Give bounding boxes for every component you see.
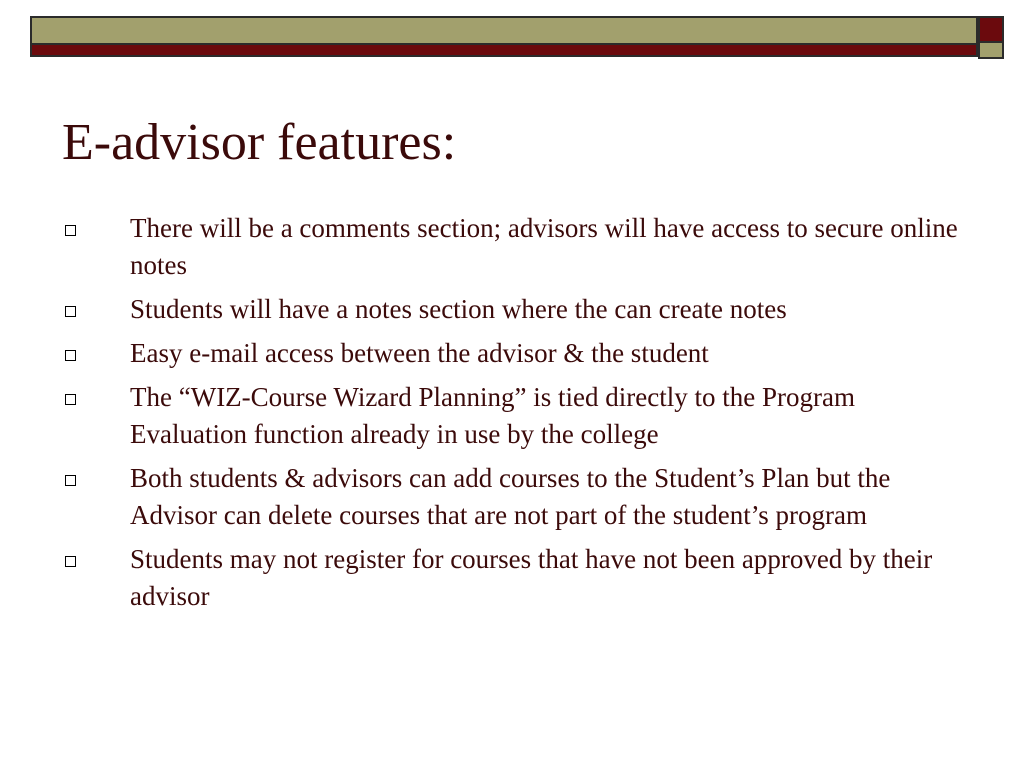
bullet-text: Both students & advisors can add courses to the Student’s Plan but the Advisor can delete courses that are not part of the student’s program xyxy=(130,463,891,530)
bullet-text: There will be a comments section; advisors will have access to secure online notes xyxy=(130,213,958,280)
corner-olive-square xyxy=(978,41,1004,59)
bullet-item xyxy=(62,210,972,284)
hollow-square-bullet-icon xyxy=(65,394,76,405)
corner-maroon-square xyxy=(978,16,1004,43)
hollow-square-bullet-icon xyxy=(65,306,76,317)
hollow-square-bullet-icon xyxy=(65,475,76,486)
header-decorative-bar xyxy=(30,16,978,57)
bullet-text: Students may not register for courses that have not been approved by their advisor xyxy=(130,544,933,611)
bullet-item xyxy=(62,541,972,615)
header-maroon-stripe xyxy=(32,43,976,57)
hollow-square-bullet-icon xyxy=(65,225,76,236)
bullet-item xyxy=(62,460,972,534)
hollow-square-bullet-icon xyxy=(65,556,76,567)
slide-title: E-advisor features: xyxy=(62,114,457,171)
bullet-item xyxy=(62,291,972,328)
bullet-list xyxy=(62,210,972,622)
header-olive-stripe xyxy=(32,18,976,43)
bullet-text: Easy e-mail access between the advisor & the student xyxy=(130,338,709,368)
bullet-text: The “WIZ-Course Wizard Planning” is tied directly to the Program Evaluation function already in use by the college xyxy=(130,382,855,449)
bullet-text: Students will have a notes section where the can create notes xyxy=(130,294,787,324)
hollow-square-bullet-icon xyxy=(65,350,76,361)
bullet-item xyxy=(62,379,972,453)
bullet-item xyxy=(62,335,972,372)
